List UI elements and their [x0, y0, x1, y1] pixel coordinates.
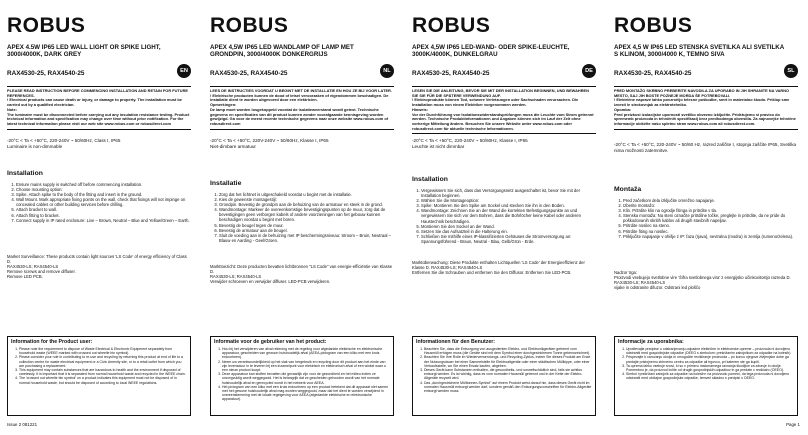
- list-item: 7. Schließen Sie mithilfe eines IP-klassifizierten Gehäuses die Stromversorgung an: Spannungsführend - Braun, Neutral - Blau, Gelb/Grün - Erde.: [421, 234, 596, 244]
- list-item: 3. Dieses Gerät kann Substanzen enthalten, die gesundheits- und umweltschädlich sind, falls sie achtlos entsorgt werden. Es ist wichtig, dass es vom normalen Hausmüll getrennt und in der Kette der Elektro-Altgeräte recycelt wird.: [424, 368, 592, 381]
- spec-text: [412, 138, 596, 149]
- warning-line: The luminaire must be disconnected before carrying out any insulation resistance testing. Product technical information and specification may change over time without prior notification. For the latest technical information please visit our web site www.robus.com or robusdirect.com: [7, 111, 190, 126]
- note-line: Market Surveillance: These products contain light sources 'LS Code' of energy efficiency of Class D.: [7, 254, 187, 265]
- safety-warning: [412, 86, 596, 134]
- note-line: RAX4530-LS; RAX4540-LS: [210, 274, 262, 280]
- user-information-box: [614, 336, 798, 416]
- product-code: RAX4530-25, RAX4540-25: [614, 70, 692, 77]
- list-item: 3. Deze apparatuur kan stoffen bevatten die gevaarlijk zijn voor de gezondheid en het milieu indien ze onzorgvuldig wordt weggegooid. Het is belangrijk dat ze gescheiden gehouden wordt van het normale huishoudelijk afval en gerecycled wordt in het netwerk voor AEEA.: [222, 372, 390, 385]
- installation-steps: [412, 188, 596, 244]
- note-line: Markttoezicht: Deze producten bevatten lichtbronnen "LS Code" van energie-efficiëntie van Klasse D.: [210, 264, 393, 275]
- list-item: 2. Izberite montažo:: [623, 203, 798, 208]
- warning-line: Vor der Durchführung von Isolationswiderstandsprüfungen muss die Leuchte vom Strom getrennt werden. Technische Produktinformationen und Angaben können sich im Lauf der Zeit ohne vorherige Mitteilung ändern. Besuchen Sie unsere Website unter www.robus.com oder robusdirect.com für aktuelle technische Informationen.: [412, 111, 594, 131]
- list-item: 6. Setzen Sie das Aufsatzteil in die Halterung ein.: [421, 229, 596, 234]
- warning-line: Opmerkingen:: [210, 102, 237, 108]
- product-code: RAX4530-25, RAX4540-25: [7, 70, 85, 77]
- note-line: vijake in odstranite difuzor. Odstrani led ploščo: [614, 285, 701, 291]
- spec-text: [614, 142, 798, 153]
- spec-line: Niet-dimbare armatuur: [210, 143, 256, 149]
- warning-line: LESEN SIE DIE ANLEITUNG, BEVOR SIE MIT DER INSTALLATION BEGINNEN, UND BEWAHREN SIE SIE FÜR DIE SPÄTERE VERWENDUNG AUF.: [412, 88, 589, 98]
- safety-warning: [210, 86, 394, 130]
- product-title: APEX 4.5W IP65 LED WALL LIGHT OR SPIKE LIGHT, 3000/4000K, DARK GREY: [7, 44, 161, 59]
- column-en: [7, 0, 197, 435]
- installation-heading: Installatie: [210, 180, 242, 187]
- list-item: 4. The 'crossed out wheelie bin symbol' on a product indicates this equipment must not be disposed of in normal household waste, but should be disposed of according to local WEEE regulations.: [19, 376, 187, 384]
- list-item: 4. Wandmontage: Markeer de overeenkomstige bevestigingspunten op de muur, zorg dat de bevestigingen geen verborgen kabels of andere voorzieningen van het gebouw kunnen beschadigen voordat u begint met boren.: [219, 207, 394, 222]
- list-item: 4. Simbol »prekrižani zabojnik za odpadke na kolesih« na proizvodu pomeni, da tega proizvoda ni dovoljeno odstraniti med običajne gospodinjske odpadke, temveč skladno s predpisi o OEEO.: [626, 372, 794, 380]
- warning-line: LEES DE INSTRUCTIES VOORDAT U BEGINT MET DE INSTALLATIE EN HOU ZE BIJ VOOR LATER.: [210, 88, 392, 93]
- list-item: 5. Pritrdite nosilec na steno.: [623, 223, 798, 228]
- list-item: 1. Hou bij het verwijderen van afval rekening met de regeling voor afgedankte elektrische en elektronische apparatuur, gescheiden van gewoon huishoudelijk afval (AEEA-pictogram van een kliko met een kruis erdoorheen).: [222, 347, 390, 360]
- info-heading: Informatie voor de gebruiker van het product:: [214, 339, 327, 345]
- note-line: RAX4530-LS; RAX4540-LS: [7, 264, 59, 270]
- list-item: 2. Prispevajte k varovanju okolja in omogočite recikliranje proizvoda – po koncu njegove življenjske dobe ga predajte pristojnemu zbirnemu centru za odpadke ali trgovcu, pri katerem ste ga kupili.: [626, 355, 794, 363]
- list-item: 3. Grondpin. Bevestig de grondpin aan de behuizing van de armatuur en steek in de grond.: [219, 202, 394, 207]
- product-code: RAX4530-25, RAX4540-25: [412, 70, 490, 77]
- list-item: 1. Zorg dat het lichtnet is uitgeschakeld voordat u begint met de installatie.: [219, 192, 394, 197]
- safety-warning: [614, 86, 798, 130]
- spec-line: Luminaire is non-dimmable: [7, 143, 63, 149]
- info-heading: Informacije za uporabnika:: [618, 339, 684, 345]
- list-item: 4. Wandmontage: Zeichnen Sie an der Wand die korrekten Befestigungspunkte an und vergewissern Sie sich vor dem Bohren, dass die Bohrlöcher keine Kabel oder anderen Haustechnik beschädigen.: [421, 208, 596, 223]
- spec-line: -20°C < Ta < +50°C, 220V-240V ~ 50/60Hz, Klasse I, IP65: [210, 138, 329, 143]
- note-line: Remove LED PCB.: [7, 274, 43, 280]
- list-item: 2. Kies de gewenste montagestijl:: [219, 197, 394, 202]
- warning-line: Hinweis:: [412, 106, 428, 112]
- list-item: 1. Pred začetkom dela izključite omrežno napajanje.: [623, 198, 798, 203]
- list-item: 5. Bevestig de beugel tegen de muur.: [219, 223, 394, 228]
- column-nl: [210, 0, 400, 435]
- warning-line: De lamp moet worden losgekoppeld voordat de isolatieweerstand wordt getest. Technische gegevens en specificaties van dit product kunnen zonder voorafgaande kennisgeving worden gewijzigd. Ga voor de meest recente technische gegevens naar onze website www.robus.com of robusdirect.com: [210, 106, 389, 126]
- language-badge: SL: [784, 64, 798, 78]
- list-item: 1. Vergewissern Sie sich, dass das Versorgungsnetz ausgeschaltet ist, bevor Sie mit der Installation beginnen.: [421, 188, 596, 198]
- note-line: Proizvodi vsebujejo svetlobne vire 'Šifra svetlobnega vira' z energijsko učinkovitostjo razreda D.: [614, 275, 791, 281]
- info-heading: Information for the Product user:: [11, 339, 93, 345]
- list-item: 2. Beachten Sie Ihre Rolle im Wiederverwendungs- und Recycling-Zyklus, indem Sie dieses Produkt am Ende der Nutzungsdauer bei einer Sammelstelle für Elektroaltgeräte oder einer städtischen Müllkippe, oder einer Verkaufsstelle, wo Sie einen Ersatz kaufen, abgeben.: [424, 355, 592, 368]
- market-notes: [614, 270, 798, 290]
- list-item: 2. Please consider your role in contributing to re-use and recycling by returning this product at end of life to a collection centre for waste electrical equipment or a Civic Amenity site, or to a retail outlet from which you are purchasing a replacement.: [19, 355, 187, 368]
- safety-warning: [7, 86, 191, 130]
- list-item: 4. Wall Mount. Mark appropriate fixing points on the wall, check that fixings will not impinge on concealed cables or other building services before drilling.: [16, 197, 191, 207]
- list-item: 6. Pritrdite fiting na nosilec.: [623, 229, 798, 234]
- list-item: 7. Connect supply in IP rated enclosure: Live – Brown, Neutral – Blue and Yellow/Green – Earth.: [16, 218, 191, 223]
- spec-text: [7, 138, 191, 149]
- list-item: 6. Bevestig de armatuur aan de beugel.: [219, 228, 394, 233]
- robus-logo: ROBUS: [7, 14, 86, 37]
- warning-line: ! Električne naprave lahko povzročijo telesne poškodbe, smrt in materialno škodo. Priklop sme izvesti le strokovnjak za elektrotehniko.: [614, 97, 790, 108]
- info-heading: Informationen für den Benutzer:: [416, 339, 495, 345]
- list-item: 1. Upoštevajte predpise o odstranjevanju odpadne električne in elektronske opreme – proizvoda ni dovoljeno odstraniti med gospodinjske odpadke (OEEO s simbolom: prekrižanim zabojnikom za odpadke na kolesih).: [626, 347, 794, 355]
- note-line: RAX4530-LS; RAX4540-LS: [614, 280, 666, 286]
- installation-heading: Installation: [412, 176, 448, 183]
- list-item: 3. Spike. Attach spike to the body of the fitting and insert in the ground.: [16, 192, 191, 197]
- list-item: 3. Spike: Montieren Sie den Spike am Sockel und stecken Sie ihn in den Boden.: [421, 203, 596, 208]
- warning-line: PRED MONTAŽO SKRBNO PREBERITE NAVODILA ZA UPORABO IN JIH SHRANITE NA VARNO MESTO, SAJ JIH BOSTE POZNEJE MORDA ŠE POTREBOVALI.: [614, 88, 790, 98]
- list-item: 2. Choose mounting option:: [16, 187, 191, 192]
- warning-line: ! Elektrische producten kunnen de dood of letsel veroorzaken of eigendommen beschadigen. De installatie dient te worden uitgevoerd door een elektricien.: [210, 92, 389, 103]
- installation-steps: [210, 192, 394, 243]
- installation-heading: Montaža: [614, 186, 642, 193]
- note-line: Remove screws and remove diffuser.: [7, 269, 76, 275]
- note-line: Verwijder schroeven en verwijder diffuser. LED-PCB verwijderen.: [210, 279, 331, 285]
- list-item: 5. Attach bracket to wall.: [16, 207, 191, 212]
- market-notes: [210, 264, 394, 284]
- market-notes: [412, 260, 596, 275]
- spec-line: -20°C < Ta < +50°C, 220-240V ~ 50/60Hz, Class I, IP65: [7, 138, 121, 143]
- note-line: Entfernen Sie die Schrauben und entfernen Sie den Diffusor. Entfernen Sie LED-PCB.: [412, 270, 572, 276]
- product-title: APEX 4,5W IP65 LED-WAND- ODER SPIKE-LEUCHTE, 3000K/4000K, DUNKELGRAU: [412, 44, 570, 59]
- robus-logo: ROBUS: [412, 14, 491, 37]
- robus-logo: ROBUS: [210, 14, 289, 37]
- spec-line: -20°C < Ta < +50°C, 220-240V ~ 50/60 Hz, razred zaščite I, stopnja zaščite IP65, Svetilka nima možnosti zatemnitve.: [614, 142, 797, 153]
- language-badge: DE: [582, 64, 596, 78]
- page-number: Page 1: [786, 422, 800, 427]
- warning-line: Pred preizkusi izolacijske upornosti svetilko obvezno izključite. Pridržujemo si pravico do sprememb proizvoda in tehničnih specifikacij brez predhodnega obvestila. Za najnovejše tehnične informacije obiščite našo spletno stran www.robus.com ali robusdirect.com.: [614, 111, 796, 126]
- warning-line: PLEASE READ INSTRUCTION BEFORE COMMENCING INSTALLATION AND RETAIN FOR FUTURE REFERENCES.: [7, 88, 188, 98]
- list-item: 2. Wählen Sie die Montageoption:: [421, 198, 596, 203]
- spec-text: [210, 138, 394, 149]
- market-notes: [7, 254, 191, 279]
- list-item: 1. Beachten Sie, dass die Entsorgung von ausgedienten Elektro- und Elektronikgeräten getrennt vom Hausmüll erfolgen muss (die Geräte sind mit dem Symbol einer durchgestrichenen Tonne gekennzeichnet).: [424, 347, 592, 355]
- list-item: 5. Montieren Sie den Sockel an der Wand.: [421, 224, 596, 229]
- product-title: APEX 4,5W IP65 LED WANDLAMP OF LAMP MET GRONDPIN, 3000/4000K DONKERGRIJS: [210, 44, 354, 59]
- language-badge: NL: [380, 64, 394, 78]
- list-item: 6. Attach fitting to bracket.: [16, 213, 191, 218]
- list-item: 4. Das „durchgestrichene Mülltonnen-Symbol" auf einem Produkt weist darauf hin, dass dieses Gerät nicht im normalen Hausmüll entsorgt werden darf, sondern gemäß den Entsorgungsvorschriften für Elektro-Altgeräte entsorgt werden muss.: [424, 381, 592, 394]
- language-badge: EN: [177, 64, 191, 78]
- list-item: 3. Ta oprema lahko vsebuje snovi, ki so v primeru malomarnega ravnanja škodljive za zdravje in okolje. Pomembno je, da proizvod ločite od drugih gospodinjskih odpadkov in ga predate v reciklažo (OEEO).: [626, 364, 794, 372]
- list-item: 7. Priključite napajanje v ohišje z IP: faza (rjava), nevtralna (modra) in zemlja (rumeno/zelena).: [623, 234, 798, 239]
- list-item: 7. Sluit de voeding aan in de behuizing met IP beschermingsniveau: Stroom – Bruin, Neutraal – Blauw en Aarding - Geel/Groen.: [219, 233, 394, 243]
- warning-line: ! Electrical products can cause death or injury, or damage to property. The installation must be carried out by a qualified electrician.: [7, 97, 182, 108]
- list-item: 2. Neem uw verantwoordelijkheid op het vlak van hergebruik en recycling door dit product aan het einde van zijn levensduur in te leveren bij een inzamelpunt voor elektrisch en elektronisch afval of een winkel waar u een nieuw product koopt.: [222, 360, 390, 373]
- spec-line: Leuchte ist nicht dimmbar: [412, 143, 465, 149]
- list-item: 4. Stenska montaža: Na steni označite pritrdilne točke, preglejte in pritrdite, da ne pride do poškodovanih skritih kablov ali drugih stavbnih napeljav.: [623, 213, 798, 223]
- user-information-box: [412, 336, 596, 416]
- product-code: RAX4530-25, RAX4540-25: [210, 70, 288, 77]
- list-item: 4. Het pictogram van een kliko met een kruis erdoorheen op een product betekent dat dit apparaat niet samen met het gewone huishoudelijk afval mag worden weggegooid, maar dat het dient te worden verwijderd in overeenstemming met de lokale regelgeving voor AEEA (afgedankte elektrische en elektronische apparatuur).: [222, 385, 390, 402]
- installation-heading: Installation: [7, 170, 43, 177]
- list-item: 1. Please note the requirement to dispose of Waste Electrical & Electronic Equipment separately from household waste (WEEE marked with crossed out wheelie bin symbol).: [19, 347, 187, 355]
- list-item: 3. Klin. Pritrdite klin na ogrodje fitinga in pritrdite v tla.: [623, 208, 798, 213]
- list-item: 3. This equipment may contain substances that are hazardous to health and the environment if disposed of carelessly. It is important that it is separated from normal household waste and recycled in the WEEE chain.: [19, 368, 187, 376]
- user-information-box: [210, 336, 394, 416]
- spec-line: -20°C < Ta < +50°C, 220-240V ~ 50/60Hz, Klasse I, IP65: [412, 138, 528, 143]
- installation-steps: [7, 182, 191, 223]
- list-item: 1. Ensure mains supply is switched off before commencing installation.: [16, 182, 191, 187]
- warning-line: Opomba:: [614, 106, 632, 112]
- warning-line: Note:: [7, 106, 17, 112]
- note-line: Marktüberwachung: Diese Produkte enthalten Lichtquellen 'LS Code' der Energieeffizienz der Klasse D. RAX4530-LS; RAX4540-LS: [412, 260, 585, 271]
- installation-steps: [614, 198, 798, 239]
- note-line: Nadzor trga:: [614, 270, 638, 275]
- user-information-box: [7, 336, 191, 416]
- column-sl: [614, 0, 804, 435]
- warning-line: ! Elektroprodukte können Tod, schwere Verletzungen oder Sachschaden verursachen. Die Installation muss von einem Elektriker vorgenommen werden.: [412, 97, 579, 108]
- product-title: APEX 4,5 W IP65 LED STENSKA SVETILKA ALI SVETILKA S KLINOM, 3000/4000 K, TEMNO SIVA: [614, 44, 784, 59]
- robus-logo: ROBUS: [614, 14, 693, 37]
- issue-label: Issue 2 081221: [7, 422, 38, 427]
- column-de: [412, 0, 602, 435]
